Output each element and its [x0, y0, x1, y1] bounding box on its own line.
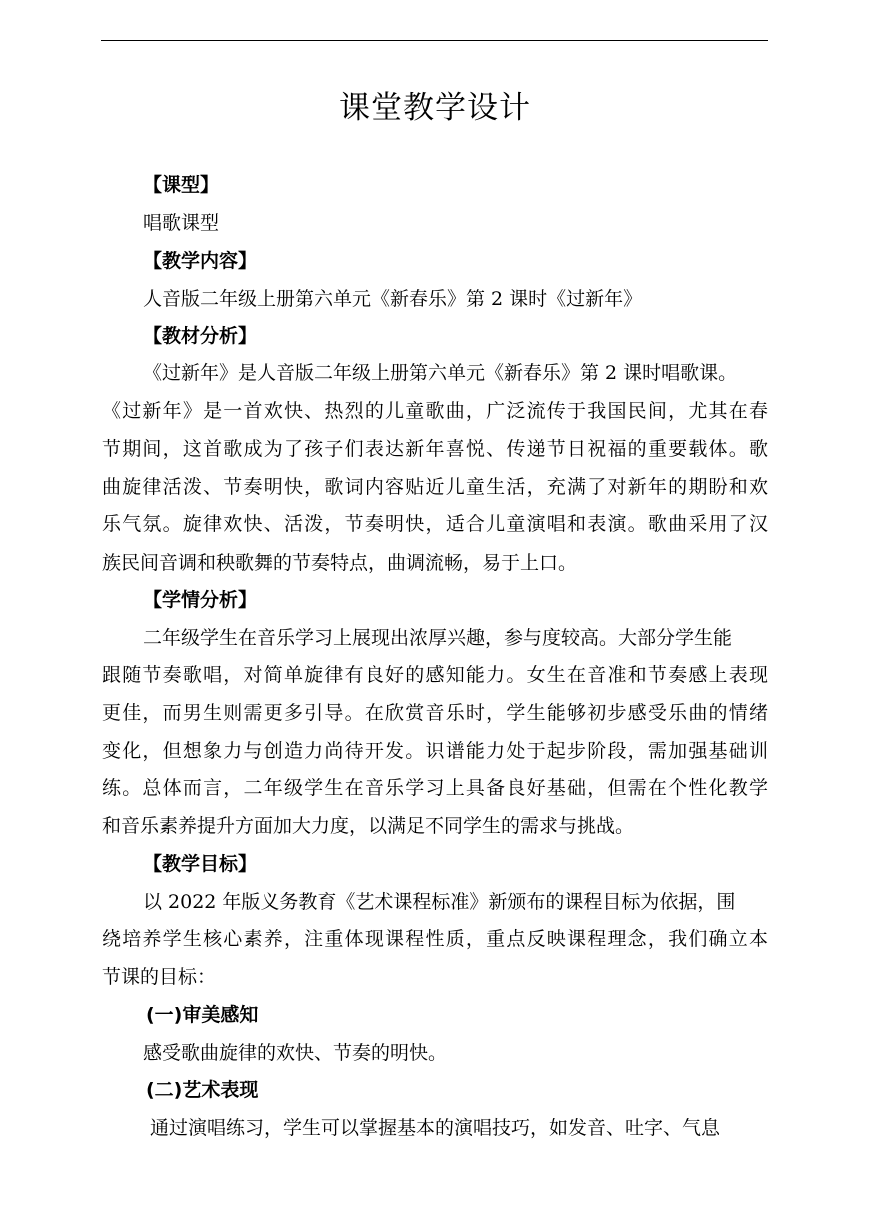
material-analysis-line: 族民间音调和秧歌舞的节奏特点，曲调流畅，易于上口。: [102, 552, 578, 574]
goal-expression-text: 通过演唱练习，学生可以掌握基本的演唱技巧，如发音、吐字、气息: [150, 1117, 721, 1139]
lesson-type-text: 唱歌课型: [143, 212, 220, 234]
student-analysis-line: 更佳，而男生则需更多引导。在欣赏音乐时，学生能够初步感受乐曲的情绪: [102, 702, 768, 724]
material-analysis-heading: 【教材分析】: [143, 325, 258, 347]
goal-aesthetic-heading: (一)审美感知: [146, 1004, 259, 1026]
material-analysis-line: 曲旋律活泼、节奏明快，歌词内容贴近儿童生活，充满了对新年的期盼和欢: [102, 476, 768, 498]
goals-heading: 【教学目标】: [143, 853, 258, 875]
page-title: 课堂教学设计: [339, 90, 531, 126]
material-analysis-line: 节期间，这首歌成为了孩子们表达新年喜悦、传递节日祝福的重要载体。歌: [102, 438, 768, 460]
goal-expression-heading: (二)艺术表现: [146, 1079, 259, 1101]
student-analysis-line: 变化，但想象力与创造力尚待开发。识谱能力处于起步阶段，需加强基础训: [102, 740, 768, 762]
student-analysis-line: 练。总体而言，二年级学生在音乐学习上具备良好基础，但需在个性化教学: [102, 777, 768, 799]
goals-line: 绕培养学生核心素养，注重体现课程性质，重点反映课程理念，我们确立本: [102, 928, 768, 950]
student-analysis-line: 跟随节奏歌唱，对简单旋律有良好的感知能力。女生在音准和节奏感上表现: [102, 664, 768, 686]
header-rule: [101, 40, 768, 41]
content-heading: 【教学内容】: [143, 250, 258, 272]
material-analysis-line: 《过新年》是人音版二年级上册第六单元《新春乐》第 2 课时唱歌课。: [143, 362, 738, 384]
lesson-type-heading: 【课型】: [143, 174, 220, 196]
goal-aesthetic-text: 感受歌曲旋律的欢快、节奏的明快。: [143, 1042, 448, 1064]
content-text: 人音版二年级上册第六单元《新春乐》第 2 课时《过新年》: [143, 288, 643, 310]
goals-line: 节课的目标：: [102, 966, 217, 988]
material-analysis-line: 《过新年》是一首欢快、热烈的儿童歌曲，广泛流传于我国民间，尤其在春: [102, 400, 768, 422]
goals-line: 以 2022 年版义务教育《艺术课程标准》新颁布的课程目标为依据，围: [143, 891, 736, 913]
material-analysis-line: 乐气氛。旋律欢快、活泼，节奏明快，适合儿童演唱和表演。歌曲采用了汉: [102, 513, 768, 535]
student-analysis-line: 二年级学生在音乐学习上展现出浓厚兴趣，参与度较高。大部分学生能: [143, 627, 733, 649]
student-analysis-line: 和音乐素养提升方面加大力度，以满足不同学生的需求与挑战。: [102, 815, 635, 837]
student-analysis-heading: 【学情分析】: [143, 589, 258, 611]
